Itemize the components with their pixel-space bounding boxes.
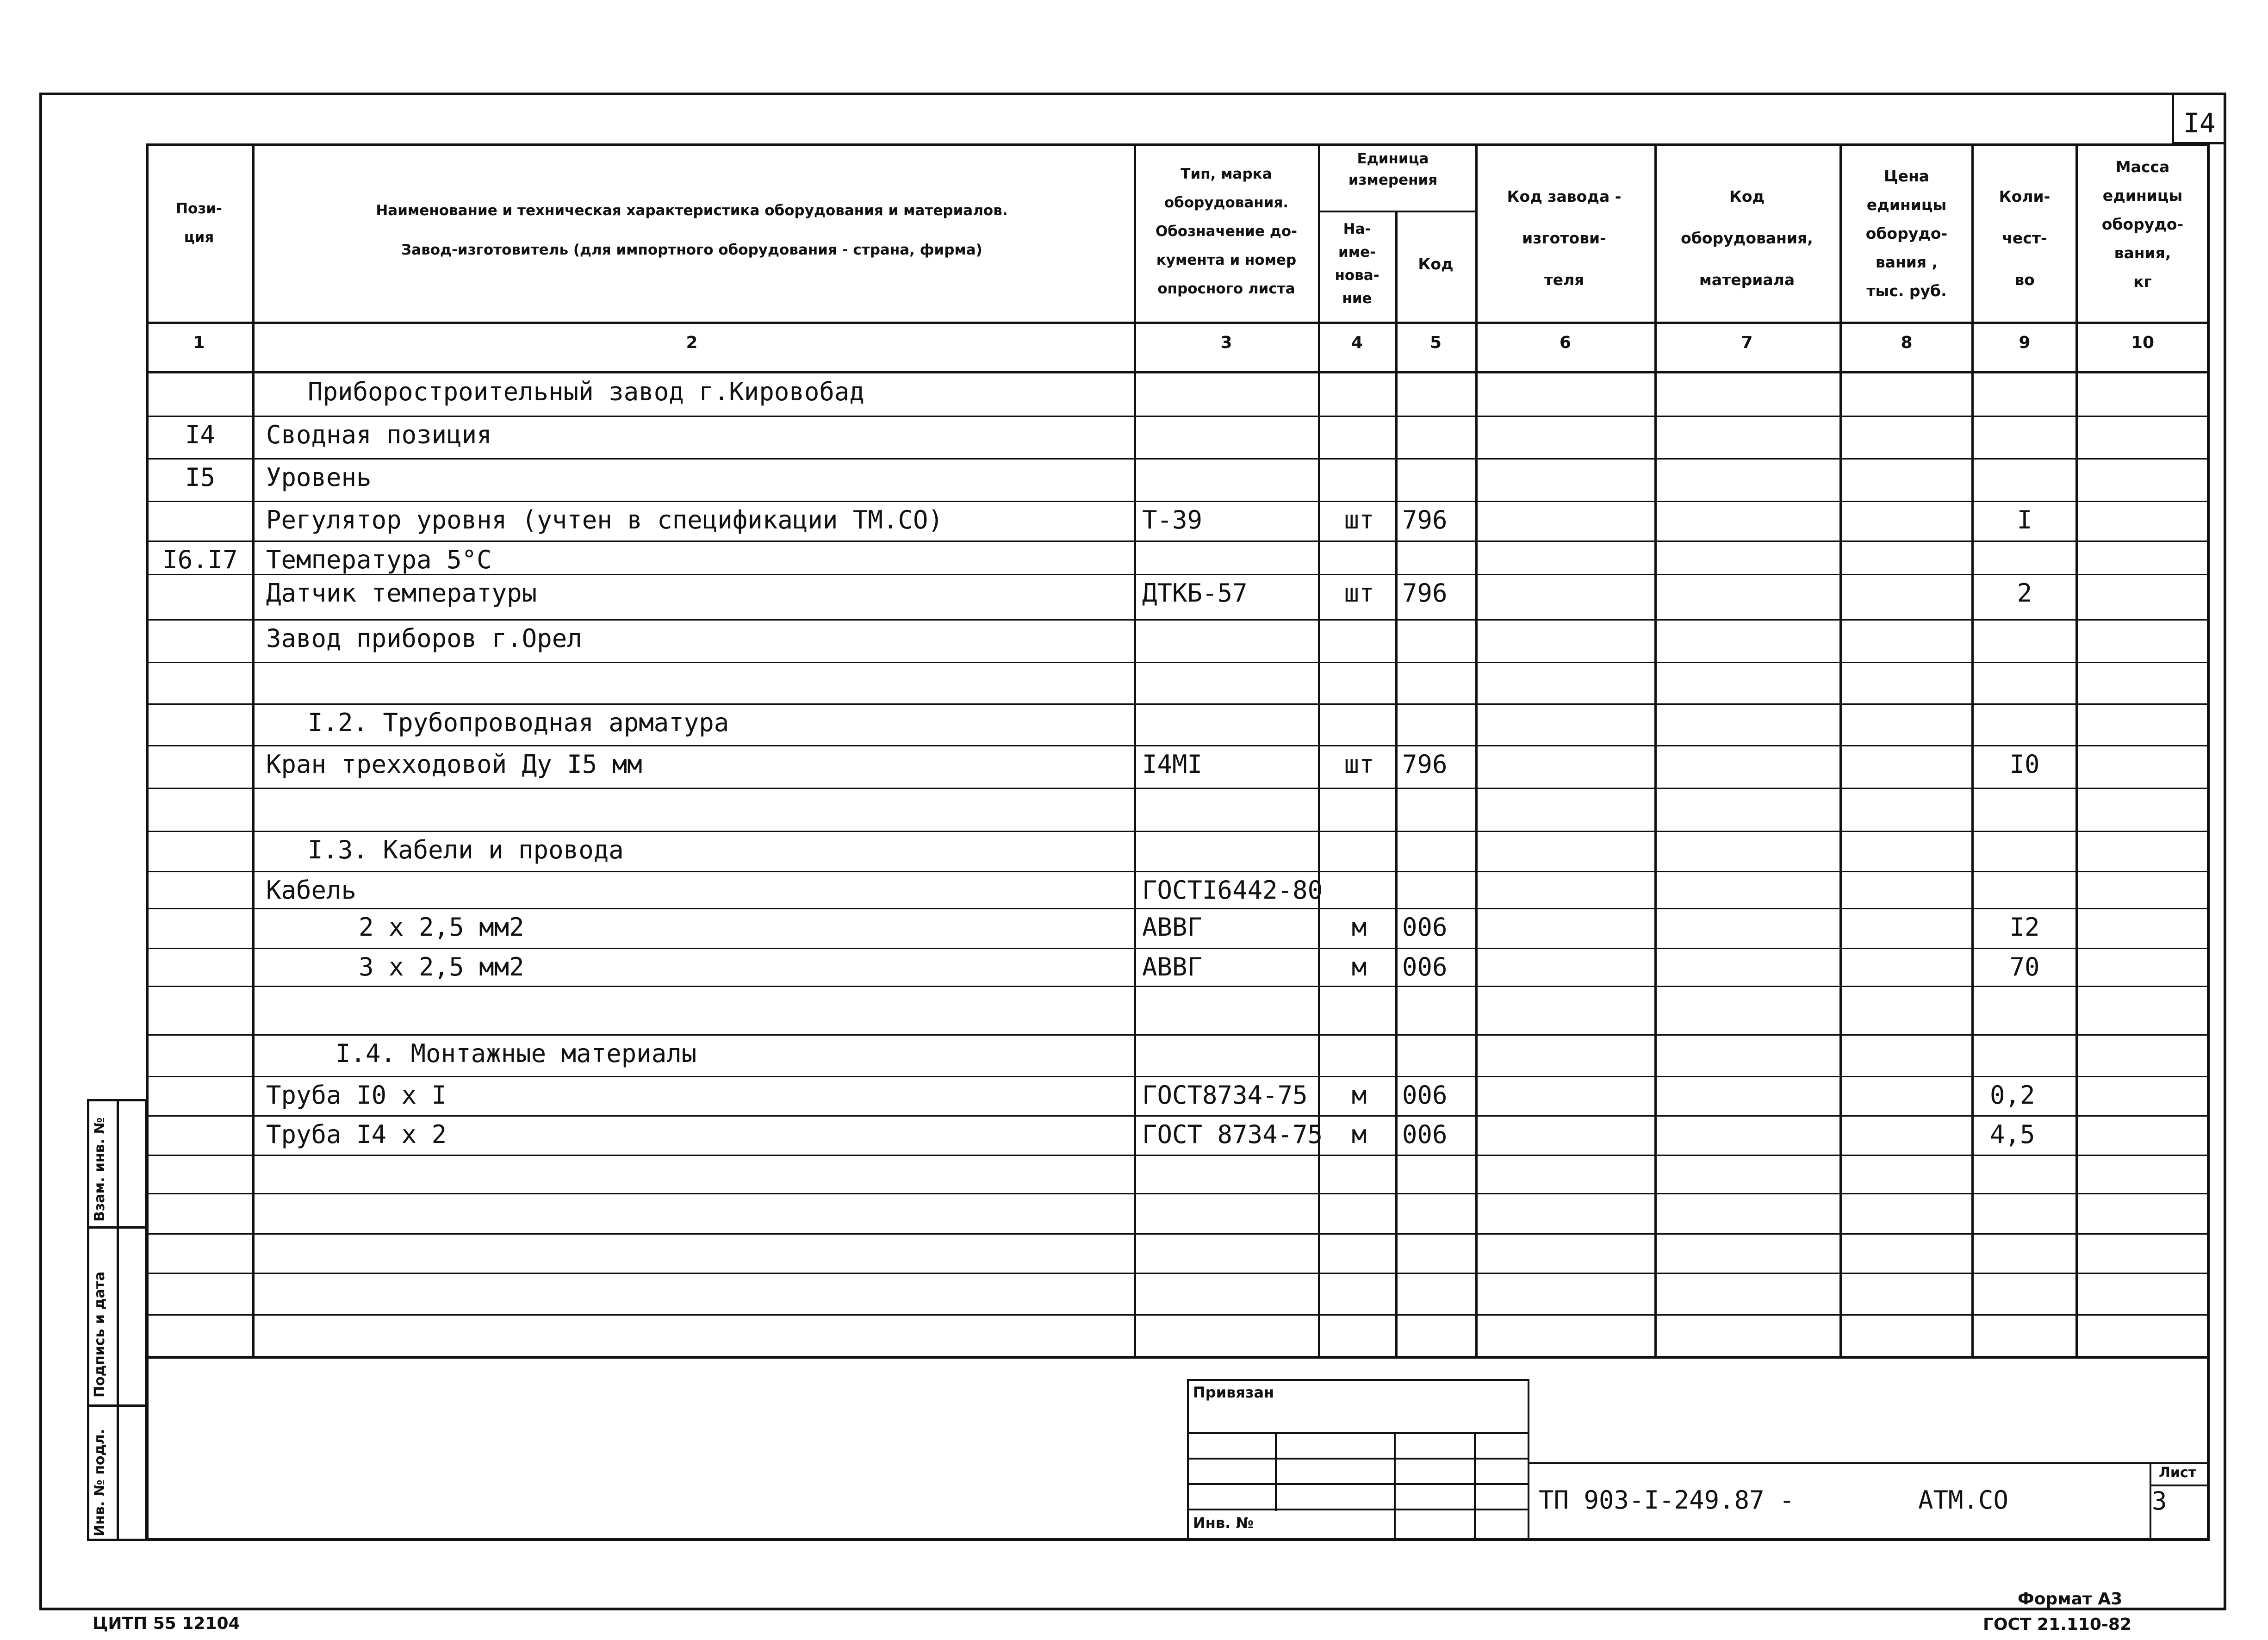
row-name: Температура 5°С [266,545,492,574]
column-number: 8 [1901,333,1913,352]
row-name: 2 х 2,5 мм2 [359,913,524,942]
row-unit-code: 006 [1402,1120,1448,1149]
row-name: Приборостроительный завод г.Кировобад [308,377,864,406]
title-sheet-label: Лист [2159,1465,2197,1481]
row-type: ДТКБ-57 [1142,578,1248,608]
row-type: ГОСТ 8734-75 [1142,1120,1323,1149]
row-rule [146,788,2210,789]
header-equipment-code: Код оборудования, материала [1681,187,1813,289]
header-bottom-rule [146,322,2210,324]
header-type: Тип, марка оборудования. Обозначение до- кумента и номер опросного листа [1155,166,1298,297]
column-number: 5 [1429,333,1442,352]
row-name: Датчик температуры [266,578,537,608]
row-position: I5 [185,463,216,492]
footer-format: Формат А3 [2018,1590,2123,1609]
column-number: 3 [1220,333,1232,352]
row-rule [146,831,2210,832]
row-name: 3 х 2,5 мм2 [359,952,524,982]
row-type: АВВГ [1142,913,1203,942]
column-rule [1134,143,1136,1356]
row-quantity: 2 [2017,578,2032,608]
row-rule [146,1193,2210,1194]
row-rule [146,416,2210,417]
header-mass: Масса единицы оборудо- вания, кг [2101,158,2184,291]
row-quantity: 70 [2009,952,2040,982]
row-unit-code: 796 [1402,505,1448,534]
header-unit-code: Код [1418,255,1454,273]
header-price: Цена единицы оборудо- вания , тыс. руб. [1865,167,1948,300]
row-unit: м [1351,952,1367,982]
title-sheet-number: 3 [2152,1486,2167,1516]
row-name: Уровень [266,463,372,492]
header-factory-code: Код завода - изготови- теля [1507,187,1622,289]
title-linked-label: Привязан [1193,1384,1274,1401]
row-type: ГОСТ8734-75 [1142,1081,1308,1110]
title-inv-label: Инв. № [1193,1514,1254,1532]
row-rule [146,1115,2210,1117]
column-number: 2 [686,333,698,352]
row-type: I4МI [1142,750,1203,779]
row-unit: м [1351,1081,1367,1110]
column-number: 7 [1741,333,1753,352]
row-name: I.3. Кабели и провода [308,835,624,864]
row-unit-code: 796 [1402,750,1448,779]
row-position: I6.I7 [162,545,238,574]
row-name: Труба I4 х 2 [266,1120,447,1149]
row-name: I.2. Трубопроводная арматура [308,708,729,737]
row-name: Кран трехходовой Ду I5 мм [266,750,642,779]
row-unit: шт [1344,750,1374,779]
row-unit-code: 006 [1402,1081,1448,1110]
row-unit: шт [1344,505,1374,534]
row-rule [146,1233,2210,1235]
row-name: Кабель [266,876,357,905]
row-quantity: 0,2 [1990,1081,2035,1110]
column-rule [2075,143,2078,1356]
row-name: Завод приборов г.Орел [266,624,582,653]
header-quantity: Коли- чест- во [1999,187,2051,289]
row-rule [146,703,2210,705]
column-rule [1971,143,1974,1356]
side-label-signature-date: Подпись и дата [92,1271,108,1398]
row-rule [146,501,2210,502]
row-name: I.4. Монтажные материалы [336,1039,697,1068]
footer-left-code: ЦИТП 55 12104 [93,1614,240,1633]
row-name: Регулятор уровня (учтен в спецификации ТМ.СО) [266,505,943,534]
row-unit-code: 006 [1402,913,1448,942]
footer-standard: ГОСТ 21.110-82 [1983,1615,2132,1634]
header-name: Наименование и техническая характеристика оборудования и материалов. Завод-изготовитель (для импортного оборудования - страна, фирма) [376,202,1008,258]
row-unit-code: 006 [1402,952,1448,982]
row-rule [146,662,2210,663]
row-rule [146,948,2210,949]
row-type: ГОСТI6442-80 [1142,876,1323,905]
row-unit-code: 796 [1402,578,1448,608]
row-quantity: I [2017,505,2032,534]
row-quantity: I0 [2009,750,2040,779]
row-rule [146,908,2210,909]
column-number-rule [146,371,2210,373]
header-unit-group: Единица измерения [1348,150,1438,188]
row-rule [146,871,2210,872]
column-number: 4 [1351,333,1363,352]
row-type: АВВГ [1142,952,1203,982]
row-quantity: I2 [2009,913,2040,942]
row-position: I4 [185,420,216,449]
column-rule [252,143,255,1356]
row-unit: м [1351,1120,1367,1149]
unit-header-rule [1318,211,1475,212]
row-name: Сводная позиция [266,420,492,449]
column-rule [1654,143,1657,1356]
row-rule [146,1155,2210,1156]
column-rule [1395,211,1398,1356]
header-unit-name: На- име- нова- ние [1335,221,1379,307]
table-body-bottom-rule [146,1356,2210,1359]
title-designation: ТП 903-I-249.87 - [1539,1485,1795,1515]
header-position: Пози- ция [176,200,222,246]
row-rule [146,540,2210,542]
row-rule [146,1076,2210,1077]
row-rule [146,1314,2210,1316]
column-rule [1839,143,1842,1356]
side-label-replacement-inv: Взам. инв. № [92,1117,108,1222]
row-rule [146,1034,2210,1036]
row-rule [146,458,2210,460]
row-rule [146,1273,2210,1274]
row-type: Т-39 [1142,505,1203,534]
corner-sheet-number: I4 [2183,107,2216,139]
column-number: 9 [2019,333,2031,352]
row-rule [146,986,2210,987]
row-rule [146,745,2210,746]
title-code: АТМ.СО [1918,1485,2009,1515]
side-label-original-inv: Инв. № подл. [92,1429,108,1536]
column-rule [1475,143,1478,1356]
column-number: 1 [193,333,205,352]
row-unit: шт [1344,578,1374,608]
column-number: 6 [1559,333,1572,352]
column-number: 10 [2131,333,2155,352]
column-rule [1318,143,1320,1356]
row-rule [146,619,2210,621]
row-unit: м [1351,913,1367,942]
row-quantity: 4,5 [1990,1120,2035,1149]
row-name: Труба I0 х I [266,1081,447,1110]
